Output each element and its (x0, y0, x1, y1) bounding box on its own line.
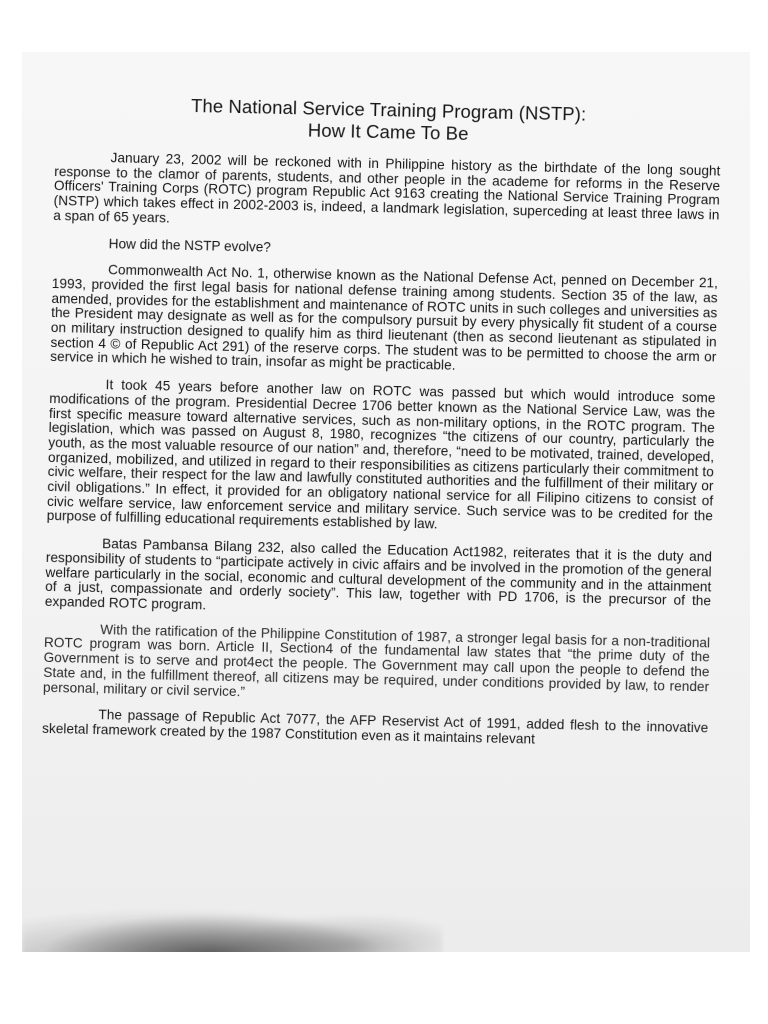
section-question: How did the NSTP evolve? (108, 235, 272, 255)
document-body (42, 92, 722, 763)
paragraph-intro: January 23, 2002 will be reckoned with in Philippine history as the birthdate of the long sought response to the clamor of parents, students, and other people in the academe for reforms in the Reserve Officers' Training Corps (ROTC) program Republic Act 9163 creating the National Service Training Program (NSTP) which takes effect in 2002-2003 is, indeed, a landmark legislation, superceding at least three laws in a span of 65 years. (53, 150, 721, 226)
title-line-1: The National Service Training Program (NSTP): (190, 94, 587, 125)
paragraph-ra-7077: The passage of Republic Act 7077, the AFP Reservist Act of 1991, added flesh to the innovative skeletal framework created by the 1987 Constitution even as it maintains relevant (41, 707, 709, 747)
title-line-2: How It Came To Be (307, 119, 469, 145)
shadow-smudge (22, 894, 442, 952)
paragraph-constitution-1987: With the ratification of the Philippine Constitution of 1987, a stronger legal basis for a non-traditional ROTC program was born. Article II, Section4 of the fundamental law states that “the prime duty of the Government is to serve and prot4ect the people. The Government may call upon the people to defend the State and, in the fulfillment thereof, all citizens may be required, under conditions provided by law, to render personal, military or civil service.” (42, 621, 711, 699)
paragraph-bp-232: Batas Pambansa Bilang 232, also called the Education Act1982, reiterates that it is the duty and responsibility of students to “participate actively in civic affairs and be involved in the promotion of the general welfare particularly in the social, economic and cultural development of the community and in the attainment of a just, compassionate and orderly society”. This law, together with PD 1706, is the precursor of the expanded ROTC program. (44, 536, 713, 613)
paragraph-commonwealth-act: Commonwealth Act No. 1, otherwise known as the National Defense Act, penned on December 21, 1993, provided the first legal basis for national defense training among students. Section 35 of the law, as amended, provides for the establishment and maintenance of ROTC units in such colleges and universities as the President may designate as well as for the compulsory pursuit by every physically fit student of a course on military instruction designed to qualify him as third lieutenant (then as second lieutenant as stipulated in section 4 © of Republic Act 291) of the reserve corps. The student was to be permitted to choose the arm or service in which he wished to train, insofar as might be practicable. (50, 262, 719, 374)
document-title (55, 92, 722, 151)
paper-page (22, 52, 750, 952)
paragraph-pd-1706: It took 45 years before another law on ROTC was passed but which would introduce some modifications of the program. Presidential Decree 1706 better known as the National Service Law, was the first specific measure toward alternative services, such as non-military options, in the ROTC program. The legislation, which was passed on August 8, 1980, recognizes “the citizens of our country, particularly the youth, as the most valuable resource of our nation” and, therefore, “need to be motivated, trained, developed, organized, mobilized, and utilized in regard to their responsibilities as citizens particularly their commitment to civic welfare, their respect for the law and lawfully constituted authorities and the fulfillment of their military or civil obligations.” In effect, it provided for an obligatory national service for all Filipino citizens to consist of civic welfare service, law enforcement service and military service. Such service was to be credited for the purpose of fulfilling educational requirements established by law. (46, 377, 716, 532)
